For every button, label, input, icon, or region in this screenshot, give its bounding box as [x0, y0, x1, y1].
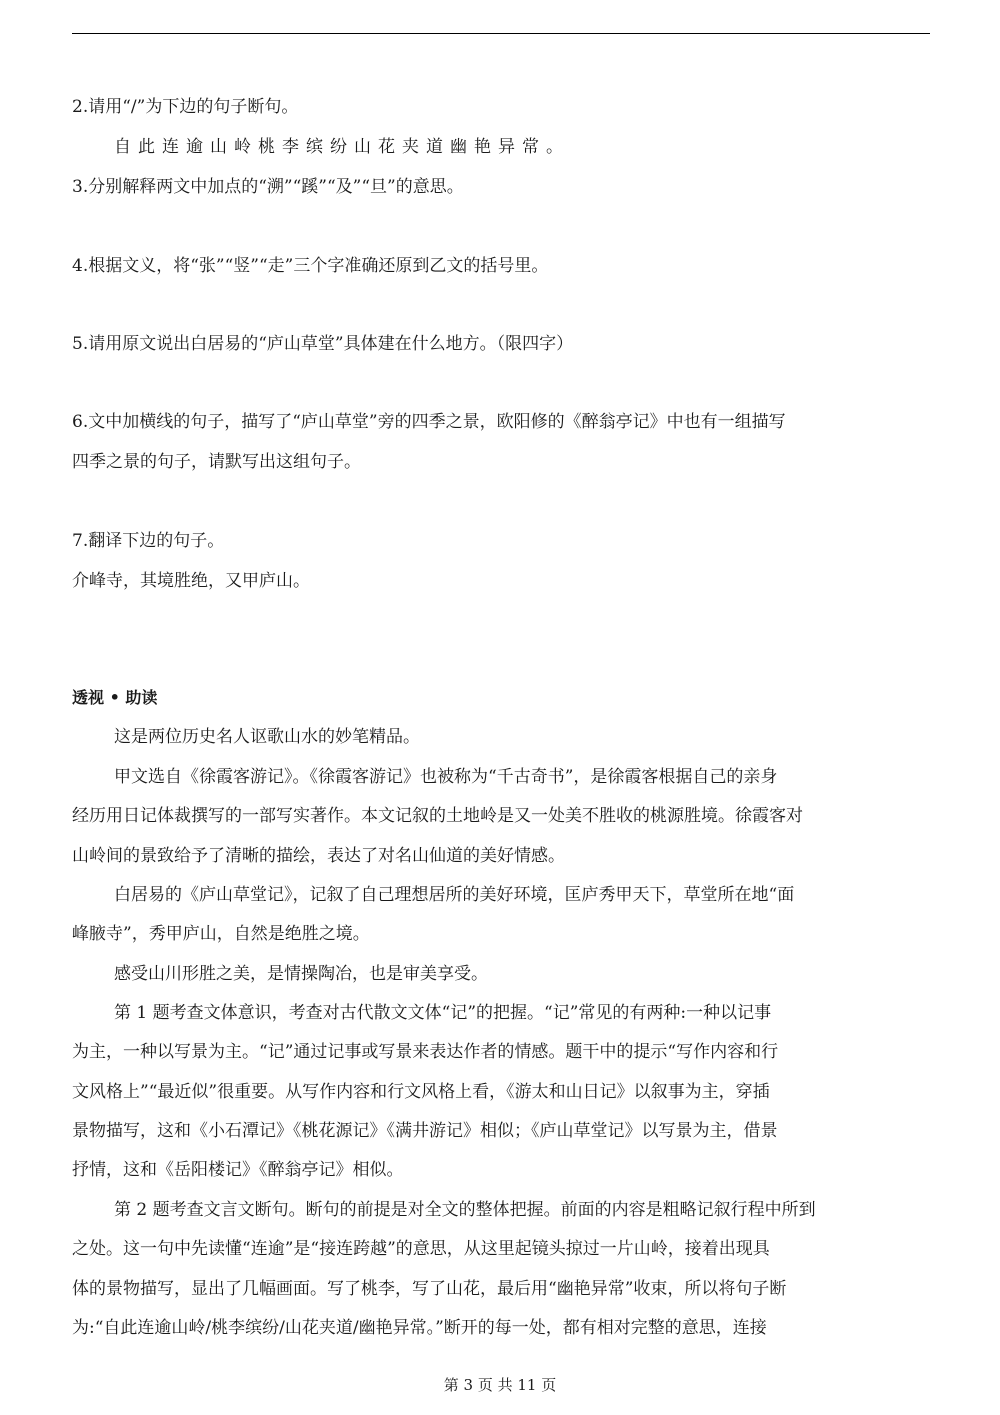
guide-line: 这是两位历史名人讴歌山水的妙笔精品。	[114, 727, 420, 747]
guide-line: 抒情，这和《岳阳楼记》《醉翁亭记》相似。	[72, 1160, 404, 1180]
guide-line: 山岭间的景致给予了清晰的描绘，表达了对名山仙道的美好情感。	[72, 846, 565, 866]
question-7-sentence: 介峰寺，其境胜绝，又甲庐山。	[72, 571, 310, 591]
guide-line: 景物描写，这和《小石潭记》《桃花源记》《满井游记》相似；《庐山草堂记》以写景为主，借景	[72, 1121, 778, 1141]
question-3: 3.分别解释两文中加点的“溯”“蹊”“及”“旦”的意思。	[72, 177, 464, 197]
guide-line: 为:“自此连逾山岭/桃李缤纷/山花夹道/幽艳异常。”断开的每一处，都有相对完整的意思，连接	[72, 1318, 767, 1338]
guide-title: 透视 • 助读	[72, 688, 158, 707]
question-4: 4.根据文义，将“张”“竖”“走”三个字准确还原到乙文的括号里。	[72, 256, 549, 276]
guide-line: 为主，一种以写景为主。“记”通过记事或写景来表达作者的情感。题干中的提示“写作内容和行	[72, 1042, 779, 1062]
question-2: 2.请用“/”为下边的句子断句。	[72, 97, 299, 117]
guide-line: 第 1 题考查文体意识，考查对古代散文文体“记”的把握。“记”常见的有两种:一种以记事	[114, 1003, 772, 1023]
guide-line: 峰腋寺”，秀甲庐山，自然是绝胜之境。	[72, 924, 370, 944]
guide-line: 体的景物描写，显出了几幅画面。写了桃李，写了山花，最后用“幽艳异常”收束，所以将句子断	[72, 1279, 787, 1299]
guide-line: 甲文选自《徐霞客游记》。《徐霞客游记》也被称为“千古奇书”，是徐霞客根据自己的亲身	[114, 767, 778, 787]
question-6-line-1: 6.文中加横线的句子，描写了“庐山草堂”旁的四季之景，欧阳修的《醉翁亭记》中也有一组描写	[72, 412, 786, 432]
guide-line: 白居易的《庐山草堂记》，记叙了自己理想居所的美好环境，匡庐秀甲天下，草堂所在地“面	[114, 885, 795, 905]
guide-line: 第 2 题考查文言文断句。断句的前提是对全文的整体把握。前面的内容是粗略记叙行程中所到	[114, 1200, 816, 1220]
header-rule	[72, 33, 930, 34]
question-5: 5.请用原文说出白居易的“庐山草堂”具体建在什么地方。（限四字）	[72, 334, 574, 354]
guide-line: 经历用日记体裁撰写的一部写实著作。本文记叙的土地岭是又一处美不胜收的桃源胜境。徐霞客对	[72, 806, 803, 826]
guide-line: 感受山川形胜之美，是情操陶冶，也是审美享受。	[114, 964, 488, 984]
page-footer: 第 3 页 共 11 页	[443, 1376, 557, 1394]
guide-line: 之处。这一句中先读懂“连逾”是“接连跨越”的意思，从这里起镜头掠过一片山岭，接着出现具	[72, 1239, 770, 1259]
question-7: 7.翻译下边的句子。	[72, 531, 225, 551]
guide-line: 文风格上”“最近似”很重要。从写作内容和行文风格上看，《游太和山日记》以叙事为主，穿插	[72, 1082, 770, 1102]
question-6-line-2: 四季之景的句子，请默写出这组句子。	[72, 452, 361, 472]
question-2-sentence: 自此连逾山岭桃李缤纷山花夹道幽艳异常。	[114, 137, 570, 157]
